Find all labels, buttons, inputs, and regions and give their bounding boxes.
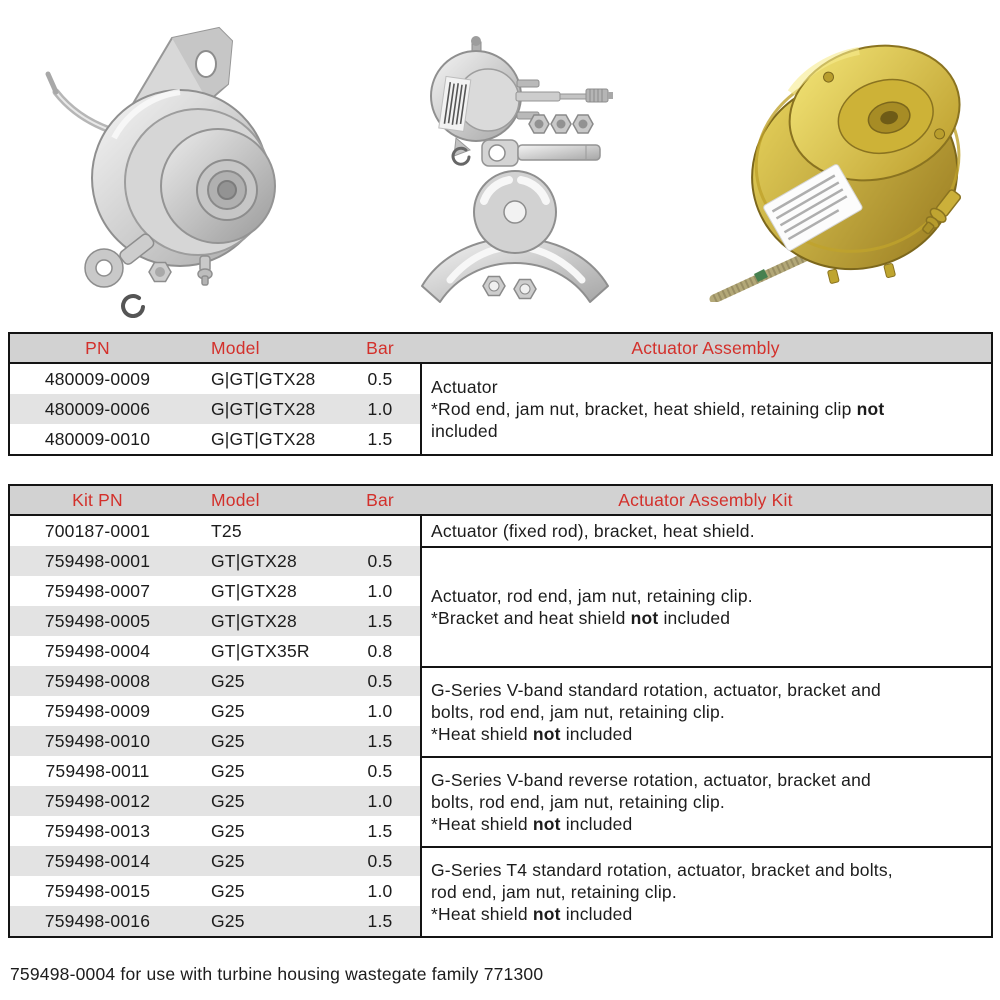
table-row (10, 726, 420, 756)
bar-cell: 0.8 (367, 640, 393, 661)
table-row (10, 576, 420, 606)
table-row (10, 516, 420, 546)
table-row (10, 636, 420, 666)
bar-cell: 1.5 (367, 820, 393, 841)
actuator-kit-parts-photo (398, 28, 628, 318)
description-line: G-Series T4 standard rotation, actuator, bracket and bolts, (431, 860, 893, 880)
bar-cell: 1.5 (367, 910, 393, 931)
model-cell: GT|GTX28 (211, 610, 297, 631)
table-body (10, 364, 991, 454)
description-column (422, 364, 991, 454)
bar-cell: 0.5 (367, 850, 393, 871)
pn-cell: 759498-0016 (44, 910, 151, 931)
model-cell: G25 (211, 760, 245, 781)
description-line: Actuator (431, 377, 498, 397)
column-header-desc: Actuator Assembly Kit (618, 489, 793, 510)
table-header-row (10, 486, 991, 516)
description-cell (422, 364, 991, 454)
table-row (10, 756, 420, 786)
actuator-assembly-table (8, 332, 993, 456)
description-line: *Heat shield not included (431, 724, 633, 744)
model-cell: T25 (211, 520, 242, 541)
table-row (10, 666, 420, 696)
model-cell: G25 (211, 670, 245, 691)
description-line: bolts, rod end, jam nut, retaining clip. (431, 702, 725, 722)
pn-cell: 759498-0012 (44, 790, 151, 811)
actuator-rod (516, 80, 613, 119)
column-header-pn: PN (85, 337, 110, 358)
pn-cell: 480009-0010 (44, 428, 151, 449)
column-header-model: Model (211, 337, 260, 358)
bar-cell: 0.5 (367, 368, 393, 389)
description-cell (422, 846, 991, 936)
actuator-rod (714, 252, 816, 299)
description-line: *Heat shield not included (431, 904, 633, 924)
table-row (10, 424, 420, 454)
part-number-rows (10, 516, 422, 936)
gold-actuator-photo (690, 12, 1000, 302)
product-photos (0, 0, 1000, 330)
table-row (10, 846, 420, 876)
column-header-desc: Actuator Assembly (631, 337, 780, 358)
bar-cell: 1.0 (367, 880, 393, 901)
description-line: *Bracket and heat shield not included (431, 608, 731, 628)
description-cell (422, 516, 991, 546)
table-row (10, 876, 420, 906)
description-line: G-Series V-band standard rotation, actuator, bracket and (431, 680, 881, 700)
description-line: bolts, rod end, jam nut, retaining clip. (431, 792, 725, 812)
pn-cell: 759498-0015 (44, 880, 151, 901)
model-cell: G25 (211, 790, 245, 811)
description-line: rod end, jam nut, retaining clip. (431, 882, 677, 902)
model-cell: G25 (211, 730, 245, 751)
bar-cell: 1.0 (367, 580, 393, 601)
pn-cell: 759498-0004 (44, 640, 151, 661)
model-cell: G25 (211, 880, 245, 901)
description-line: *Rod end, jam nut, bracket, heat shield, retaining clip not (431, 399, 885, 419)
pn-cell: 759498-0008 (44, 670, 151, 691)
description-cell (422, 546, 991, 666)
footnote: 759498-0004 for use with turbine housing wastegate family 771300 (10, 964, 544, 984)
bar-cell: 1.5 (367, 428, 393, 449)
actuator-assembly-kit-table (8, 484, 993, 938)
jam-nut (149, 263, 171, 282)
rod-end-clevis (482, 140, 600, 166)
description-cell (422, 756, 991, 846)
bar-cell: 1.0 (367, 398, 393, 419)
model-cell: GT|GTX28 (211, 550, 297, 571)
model-cell: GT|GTX35R (211, 640, 310, 661)
model-cell: G25 (211, 910, 245, 931)
table-row (10, 786, 420, 816)
bar-cell: 1.5 (367, 730, 393, 751)
pn-cell: 700187-0001 (44, 520, 151, 541)
table-row (10, 696, 420, 726)
jam-nuts (529, 115, 593, 133)
pn-cell: 759498-0013 (44, 820, 151, 841)
bar-cell: 0.5 (367, 670, 393, 691)
actuator-canister (431, 36, 521, 156)
bar-cell: 0.5 (367, 760, 393, 781)
model-cell: G25 (211, 850, 245, 871)
description-line: Actuator (fixed rod), bracket, heat shield. (431, 521, 755, 541)
description-line: Actuator, rod end, jam nut, retaining clip. (431, 586, 753, 606)
description-cell (422, 666, 991, 756)
pn-cell: 480009-0006 (44, 398, 151, 419)
column-header-bar: Bar (366, 337, 394, 358)
model-cell: G|GT|GTX28 (211, 368, 316, 389)
model-cell: G|GT|GTX28 (211, 428, 316, 449)
model-cell: G|GT|GTX28 (211, 398, 316, 419)
pn-cell: 759498-0010 (44, 730, 151, 751)
table-header-row (10, 334, 991, 364)
table-row (10, 394, 420, 424)
column-header-model: Model (211, 489, 260, 510)
pn-cell: 759498-0014 (44, 850, 151, 871)
part-number-rows (10, 364, 422, 454)
bar-cell: 0.5 (367, 550, 393, 571)
description-line: G-Series V-band reverse rotation, actuator, bracket and (431, 770, 871, 790)
bar-cell: 1.0 (367, 700, 393, 721)
model-cell: GT|GTX28 (211, 580, 297, 601)
pn-cell: 759498-0005 (44, 610, 151, 631)
pn-cell: 759498-0007 (44, 580, 151, 601)
table-body (10, 516, 991, 936)
table-row (10, 606, 420, 636)
table-row (10, 816, 420, 846)
bracket-nuts (483, 277, 536, 299)
pn-cell: 480009-0009 (44, 368, 151, 389)
table-row (10, 364, 420, 394)
mount-bracket (422, 171, 608, 302)
model-cell: G25 (211, 820, 245, 841)
spec-tables (0, 332, 1000, 938)
pn-cell: 759498-0011 (45, 760, 150, 781)
retaining-clip (123, 296, 143, 316)
silver-actuator-with-bracket-photo (22, 8, 322, 318)
actuator-canister (92, 90, 275, 266)
model-cell: G25 (211, 700, 245, 721)
description-line: *Heat shield not included (431, 814, 633, 834)
table-row (10, 906, 420, 936)
description-line: included (431, 421, 498, 441)
actuator-canister (726, 28, 998, 302)
column-header-pn: Kit PN (72, 489, 123, 510)
bar-cell: 1.5 (367, 610, 393, 631)
table-row (10, 546, 420, 576)
hose-barb (198, 256, 212, 285)
description-column (422, 516, 991, 936)
pn-cell: 759498-0009 (44, 700, 151, 721)
bar-cell: 1.0 (367, 790, 393, 811)
column-header-bar: Bar (366, 489, 394, 510)
pn-cell: 759498-0001 (44, 550, 151, 571)
